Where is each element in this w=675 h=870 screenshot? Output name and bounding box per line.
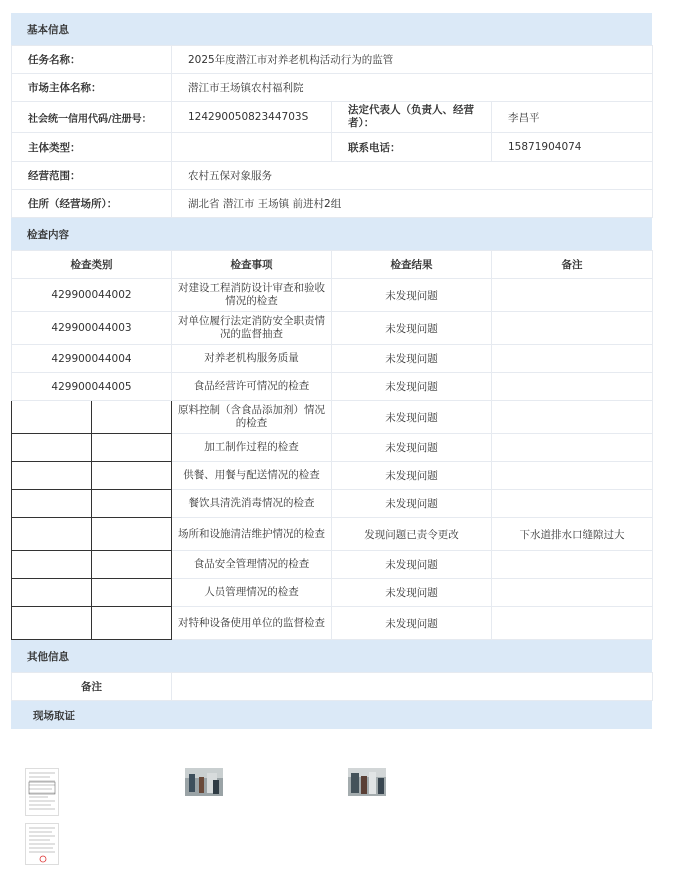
remark-label: 备注 (12, 673, 172, 701)
table-row (12, 312, 653, 345)
row-result: 未发现问题 (332, 607, 492, 640)
row-item: 场所和设施清洁维护情况的检查 (172, 518, 332, 551)
row-category-sub (92, 490, 172, 518)
row-item: 加工制作过程的检查 (172, 434, 332, 462)
row-note (492, 579, 653, 607)
row-result: 发现问题已责令更改 (332, 518, 492, 551)
task-name-label: 任务名称： (12, 46, 172, 74)
document-icon (26, 824, 58, 864)
section-basic-info-title: 基本信息 (27, 23, 69, 36)
evidence-document-thumbnail[interactable] (25, 768, 59, 816)
row-category (12, 518, 92, 551)
table-row (12, 490, 653, 518)
address-value: 湖北省 潜江市 王场镇 前进村2组 (172, 190, 653, 218)
row-item: 食品经营许可情况的检查 (172, 373, 332, 401)
row-result: 未发现问题 (332, 345, 492, 373)
section-other-info-title: 其他信息 (27, 650, 69, 663)
row-result: 未发现问题 (332, 401, 492, 434)
row-result: 未发现问题 (332, 462, 492, 490)
row-category: 429900044004 (12, 345, 172, 373)
row-note: 下水道排水口缝隙过大 (492, 518, 653, 551)
row-result: 未发现问题 (332, 490, 492, 518)
table-row (12, 401, 653, 434)
row-item: 餐饮具清洗消毒情况的检查 (172, 490, 332, 518)
other-info-table (11, 672, 653, 701)
row-category-sub (92, 518, 172, 551)
section-evidence (11, 701, 652, 729)
row-result: 未发现问题 (332, 551, 492, 579)
document-icon (26, 769, 58, 815)
table-row (12, 579, 653, 607)
business-scope-label: 经营范围： (12, 162, 172, 190)
row-result: 未发现问题 (332, 312, 492, 345)
credit-code-label: 社会统一信用代码/注册号： (12, 102, 172, 133)
row-note (492, 434, 653, 462)
section-inspection-title: 检查内容 (27, 228, 69, 241)
row-category: 429900044002 (12, 279, 172, 312)
entity-type-label: 主体类型： (12, 133, 172, 162)
row-category-sub (92, 462, 172, 490)
table-row (12, 279, 653, 312)
phone-value: 15871904074 (492, 133, 653, 162)
section-other-info (11, 640, 652, 672)
section-inspection (11, 218, 652, 250)
address-label: 住所（经营场所）： (12, 190, 172, 218)
legal-rep-label: 法定代表人（负责人、经营者）： (332, 102, 492, 133)
entity-name-value: 潜江市王场镇农村福利院 (172, 74, 653, 102)
row-note (492, 279, 653, 312)
inspection-record (11, 13, 652, 729)
entity-name-label: 市场主体名称： (12, 74, 172, 102)
basic-info-table (11, 45, 653, 218)
photo-icon (185, 768, 223, 796)
table-row (12, 462, 653, 490)
inspection-table (11, 250, 653, 640)
row-category (12, 401, 92, 434)
remark-value (172, 673, 653, 701)
row-item: 供餐、用餐与配送情况的检查 (172, 462, 332, 490)
row-item: 原料控制（含食品添加剂）情况的检查 (172, 401, 332, 434)
row-result: 未发现问题 (332, 579, 492, 607)
entity-type-value (172, 133, 332, 162)
row-result: 未发现问题 (332, 279, 492, 312)
row-result: 未发现问题 (332, 373, 492, 401)
row-category (12, 551, 92, 579)
photo-icon (348, 768, 386, 796)
evidence-photo-thumbnail[interactable] (185, 768, 223, 796)
row-note (492, 490, 653, 518)
section-evidence-title: 现场取证 (33, 709, 75, 722)
section-basic-info (11, 13, 652, 45)
table-row (12, 345, 653, 373)
evidence-photo-thumbnail-2[interactable] (348, 768, 386, 796)
row-note (492, 373, 653, 401)
table-row (12, 551, 653, 579)
header-note: 备注 (492, 251, 653, 279)
credit-code-value: 12429005082344703S (172, 102, 332, 133)
row-category: 429900044005 (12, 373, 172, 401)
row-category-sub (92, 607, 172, 640)
table-row (12, 373, 653, 401)
row-result: 未发现问题 (332, 434, 492, 462)
row-category-sub (92, 401, 172, 434)
table-row (12, 607, 653, 640)
row-item: 对单位履行法定消防安全职责情况的监督抽查 (172, 312, 332, 345)
row-note (492, 462, 653, 490)
evidence-document-thumbnail-2[interactable] (25, 823, 59, 865)
row-item: 对建设工程消防设计审查和验收情况的检查 (172, 279, 332, 312)
row-category (12, 490, 92, 518)
row-item: 对特种设备使用单位的监督检查 (172, 607, 332, 640)
row-item: 食品安全管理情况的检查 (172, 551, 332, 579)
header-result: 检查结果 (332, 251, 492, 279)
row-category (12, 434, 92, 462)
task-name-value: 2025年度潜江市对养老机构活动行为的监管 (172, 46, 653, 74)
row-category-sub (92, 579, 172, 607)
row-note (492, 312, 653, 345)
business-scope-value: 农村五保对象服务 (172, 162, 653, 190)
row-category: 429900044003 (12, 312, 172, 345)
header-item: 检查事项 (172, 251, 332, 279)
row-note (492, 551, 653, 579)
table-row (12, 434, 653, 462)
header-category: 检查类别 (12, 251, 172, 279)
row-category (12, 462, 92, 490)
row-category (12, 579, 92, 607)
legal-rep-value: 李昌平 (492, 102, 653, 133)
row-category-sub (92, 551, 172, 579)
row-note (492, 345, 653, 373)
row-note (492, 607, 653, 640)
row-item: 对养老机构服务质量 (172, 345, 332, 373)
table-row (12, 518, 653, 551)
row-note (492, 401, 653, 434)
row-category (12, 607, 92, 640)
phone-label: 联系电话： (332, 133, 492, 162)
row-category-sub (92, 434, 172, 462)
row-item: 人员管理情况的检查 (172, 579, 332, 607)
